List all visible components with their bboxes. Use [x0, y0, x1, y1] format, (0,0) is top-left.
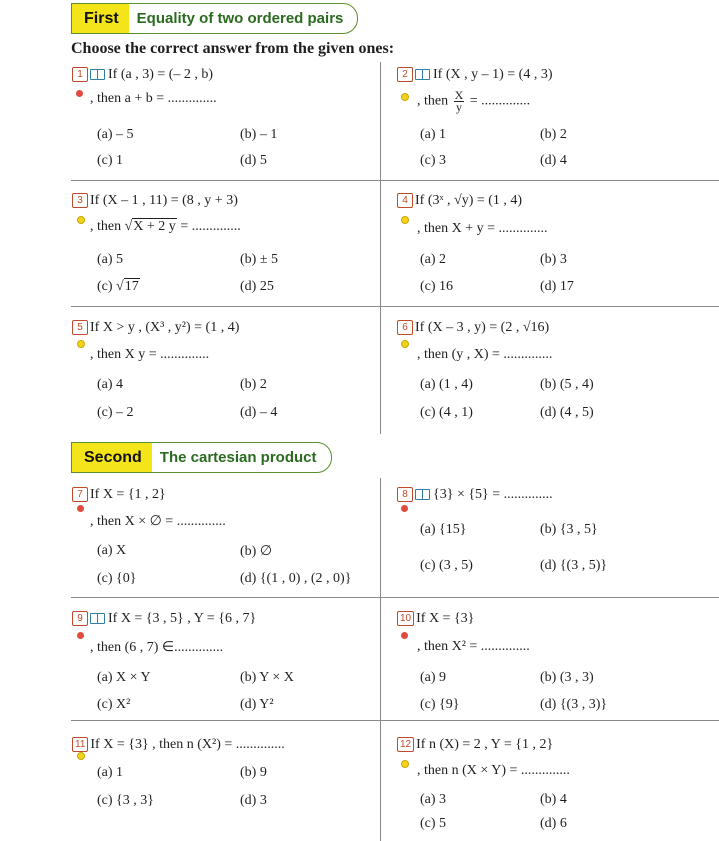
- option-d[interactable]: (d) – 4: [240, 405, 278, 420]
- option-d[interactable]: (d) 4: [540, 153, 567, 168]
- option-c[interactable]: (c) {0}: [97, 571, 137, 586]
- option-a[interactable]: (a) 5: [97, 252, 124, 267]
- option-a[interactable]: (a) – 5: [97, 127, 134, 142]
- instruction-text: Choose the correct answer from the given ones:: [71, 40, 395, 57]
- question-stem: If X = {1 , 2}: [90, 487, 166, 502]
- option-d[interactable]: (d) Y²: [240, 697, 274, 712]
- question-number: 2: [397, 67, 413, 82]
- option-d[interactable]: (d) {(1 , 0) , (2 , 0)}: [240, 571, 352, 586]
- difficulty-dot: [77, 216, 85, 224]
- question-number: 5: [72, 320, 88, 335]
- option-a[interactable]: (a) 9: [420, 670, 447, 685]
- column-divider: [380, 478, 381, 841]
- option-d[interactable]: (d) 5: [240, 153, 267, 168]
- difficulty-dot: [401, 93, 409, 101]
- option-c[interactable]: (c) {3 , 3}: [97, 793, 154, 808]
- option-c[interactable]: (c) (3 , 5): [420, 558, 473, 573]
- difficulty-dot: [401, 340, 409, 348]
- question-ask: , then X × ∅ = ..............: [90, 514, 226, 529]
- option-a[interactable]: (a) 1: [97, 765, 124, 780]
- question-number: 11: [72, 737, 88, 752]
- difficulty-dot: [77, 505, 84, 512]
- question-number: 4: [397, 193, 413, 208]
- option-d[interactable]: (d) 17: [540, 279, 574, 294]
- option-d[interactable]: (d) {(3 , 5)}: [540, 558, 608, 573]
- question-number: 1: [72, 67, 88, 82]
- option-b[interactable]: (b) 4: [540, 792, 567, 807]
- option-c[interactable]: (c) 1: [97, 153, 124, 168]
- section-label: Second: [72, 443, 152, 472]
- question-number: 6: [397, 320, 413, 335]
- question-ask: , then (y , X) = ..............: [417, 347, 553, 362]
- difficulty-dot: [77, 752, 85, 760]
- option-c[interactable]: (c) – 2: [97, 405, 134, 420]
- question-ask: , then a + b = ..............: [90, 91, 217, 106]
- option-a[interactable]: (a) 2: [420, 252, 447, 267]
- option-a[interactable]: (a) X: [97, 543, 127, 558]
- option-d[interactable]: (d) 25: [240, 279, 274, 294]
- option-c[interactable]: (c) 5: [420, 816, 447, 831]
- difficulty-dot: [77, 340, 85, 348]
- question-stem: If (3ˣ , √y) = (1 , 4): [415, 193, 523, 208]
- option-a[interactable]: (a) (1 , 4): [420, 377, 473, 392]
- question-ask: , then (6 , 7) ∈..............: [90, 640, 224, 655]
- question-stem: If n (X) = 2 , Y = {1 , 2}: [416, 737, 554, 752]
- question-ask: , then X + y = ..............: [417, 221, 548, 236]
- option-a[interactable]: (a) X × Y: [97, 670, 151, 685]
- question-ask: , then X² = ..............: [417, 639, 530, 654]
- section-title: Equality of two ordered pairs: [136, 10, 344, 27]
- option-d[interactable]: (d) 6: [540, 816, 567, 831]
- option-a[interactable]: (a) 1: [420, 127, 447, 142]
- option-c[interactable]: (c) X²: [97, 697, 131, 712]
- question-stem: If X > y , (X³ , y²) = (1 , 4): [90, 320, 240, 335]
- option-d[interactable]: (d) (4 , 5): [540, 405, 594, 420]
- row-divider: [71, 720, 719, 721]
- question-ask: , then n (X × Y) = ..............: [417, 763, 570, 778]
- question-ask: , then $\frac{X}{y}$ = ..............: [417, 88, 531, 114]
- section-header-second: [71, 442, 332, 473]
- section-title: The cartesian product: [159, 449, 317, 466]
- question-ask: , then X y = ..............: [90, 347, 210, 362]
- book-icon: [415, 69, 430, 80]
- question-stem: If (X – 3 , y) = (2 , √16): [415, 320, 550, 335]
- question-stem: If (X , y – 1) = (4 , 3): [433, 67, 553, 82]
- option-b[interactable]: (b) 2: [240, 377, 267, 392]
- book-icon: [90, 613, 105, 624]
- column-divider: [380, 62, 381, 434]
- question-number: 3: [72, 193, 88, 208]
- row-divider: [71, 180, 719, 181]
- option-b[interactable]: (b) ± 5: [240, 252, 279, 267]
- difficulty-dot: [76, 90, 83, 97]
- question-stem: If X = {3 , 5} , Y = {6 , 7}: [108, 611, 257, 626]
- option-b[interactable]: (b) 3: [540, 252, 567, 267]
- option-c[interactable]: (c) 16: [420, 279, 454, 294]
- section-header-first: [71, 3, 358, 34]
- option-c[interactable]: (c) 3: [420, 153, 447, 168]
- question-number: 12: [397, 737, 414, 752]
- option-c[interactable]: (c) {9}: [420, 697, 460, 712]
- option-a[interactable]: (a) {15}: [420, 522, 467, 537]
- option-b[interactable]: (b) ∅: [240, 544, 273, 559]
- difficulty-dot: [401, 760, 409, 768]
- option-c[interactable]: (c) √17: [97, 279, 139, 294]
- question-number: 8: [397, 487, 413, 502]
- option-b[interactable]: (b) 2: [540, 127, 567, 142]
- question-stem: If (X – 1 , 11) = (8 , y + 3): [90, 193, 238, 208]
- option-b[interactable]: (b) 9: [240, 765, 267, 780]
- question-number: 7: [72, 487, 88, 502]
- option-a[interactable]: (a) 3: [420, 792, 447, 807]
- question-stem: If X = {3} , then n (X²) = ..............: [90, 737, 285, 752]
- difficulty-dot: [401, 505, 408, 512]
- option-c[interactable]: (c) (4 , 1): [420, 405, 473, 420]
- difficulty-dot: [77, 632, 84, 639]
- option-b[interactable]: (b) – 1: [240, 127, 278, 142]
- question-number: 9: [72, 611, 88, 626]
- row-divider: [71, 306, 719, 307]
- option-d[interactable]: (d) {(3 , 3)}: [540, 697, 608, 712]
- question-ask: , then √X + 2 y = ..............: [90, 219, 241, 234]
- question-stem: If (a , 3) = (– 2 , b): [108, 67, 214, 82]
- option-b[interactable]: (b) Y × X: [240, 670, 294, 685]
- option-a[interactable]: (a) 4: [97, 377, 124, 392]
- option-b[interactable]: (b) (5 , 4): [540, 377, 594, 392]
- question-number: 10: [397, 611, 414, 626]
- question-stem: {3} × {5} = ..............: [433, 487, 553, 502]
- difficulty-dot: [401, 216, 409, 224]
- difficulty-dot: [401, 632, 408, 639]
- option-b[interactable]: (b) {3 , 5}: [540, 522, 598, 537]
- question-stem: If X = {3}: [416, 611, 475, 626]
- option-b[interactable]: (b) (3 , 3): [540, 670, 594, 685]
- book-icon: [90, 69, 105, 80]
- option-d[interactable]: (d) 3: [240, 793, 267, 808]
- section-label: First: [72, 4, 129, 33]
- book-icon: [415, 489, 430, 500]
- row-divider: [71, 597, 719, 598]
